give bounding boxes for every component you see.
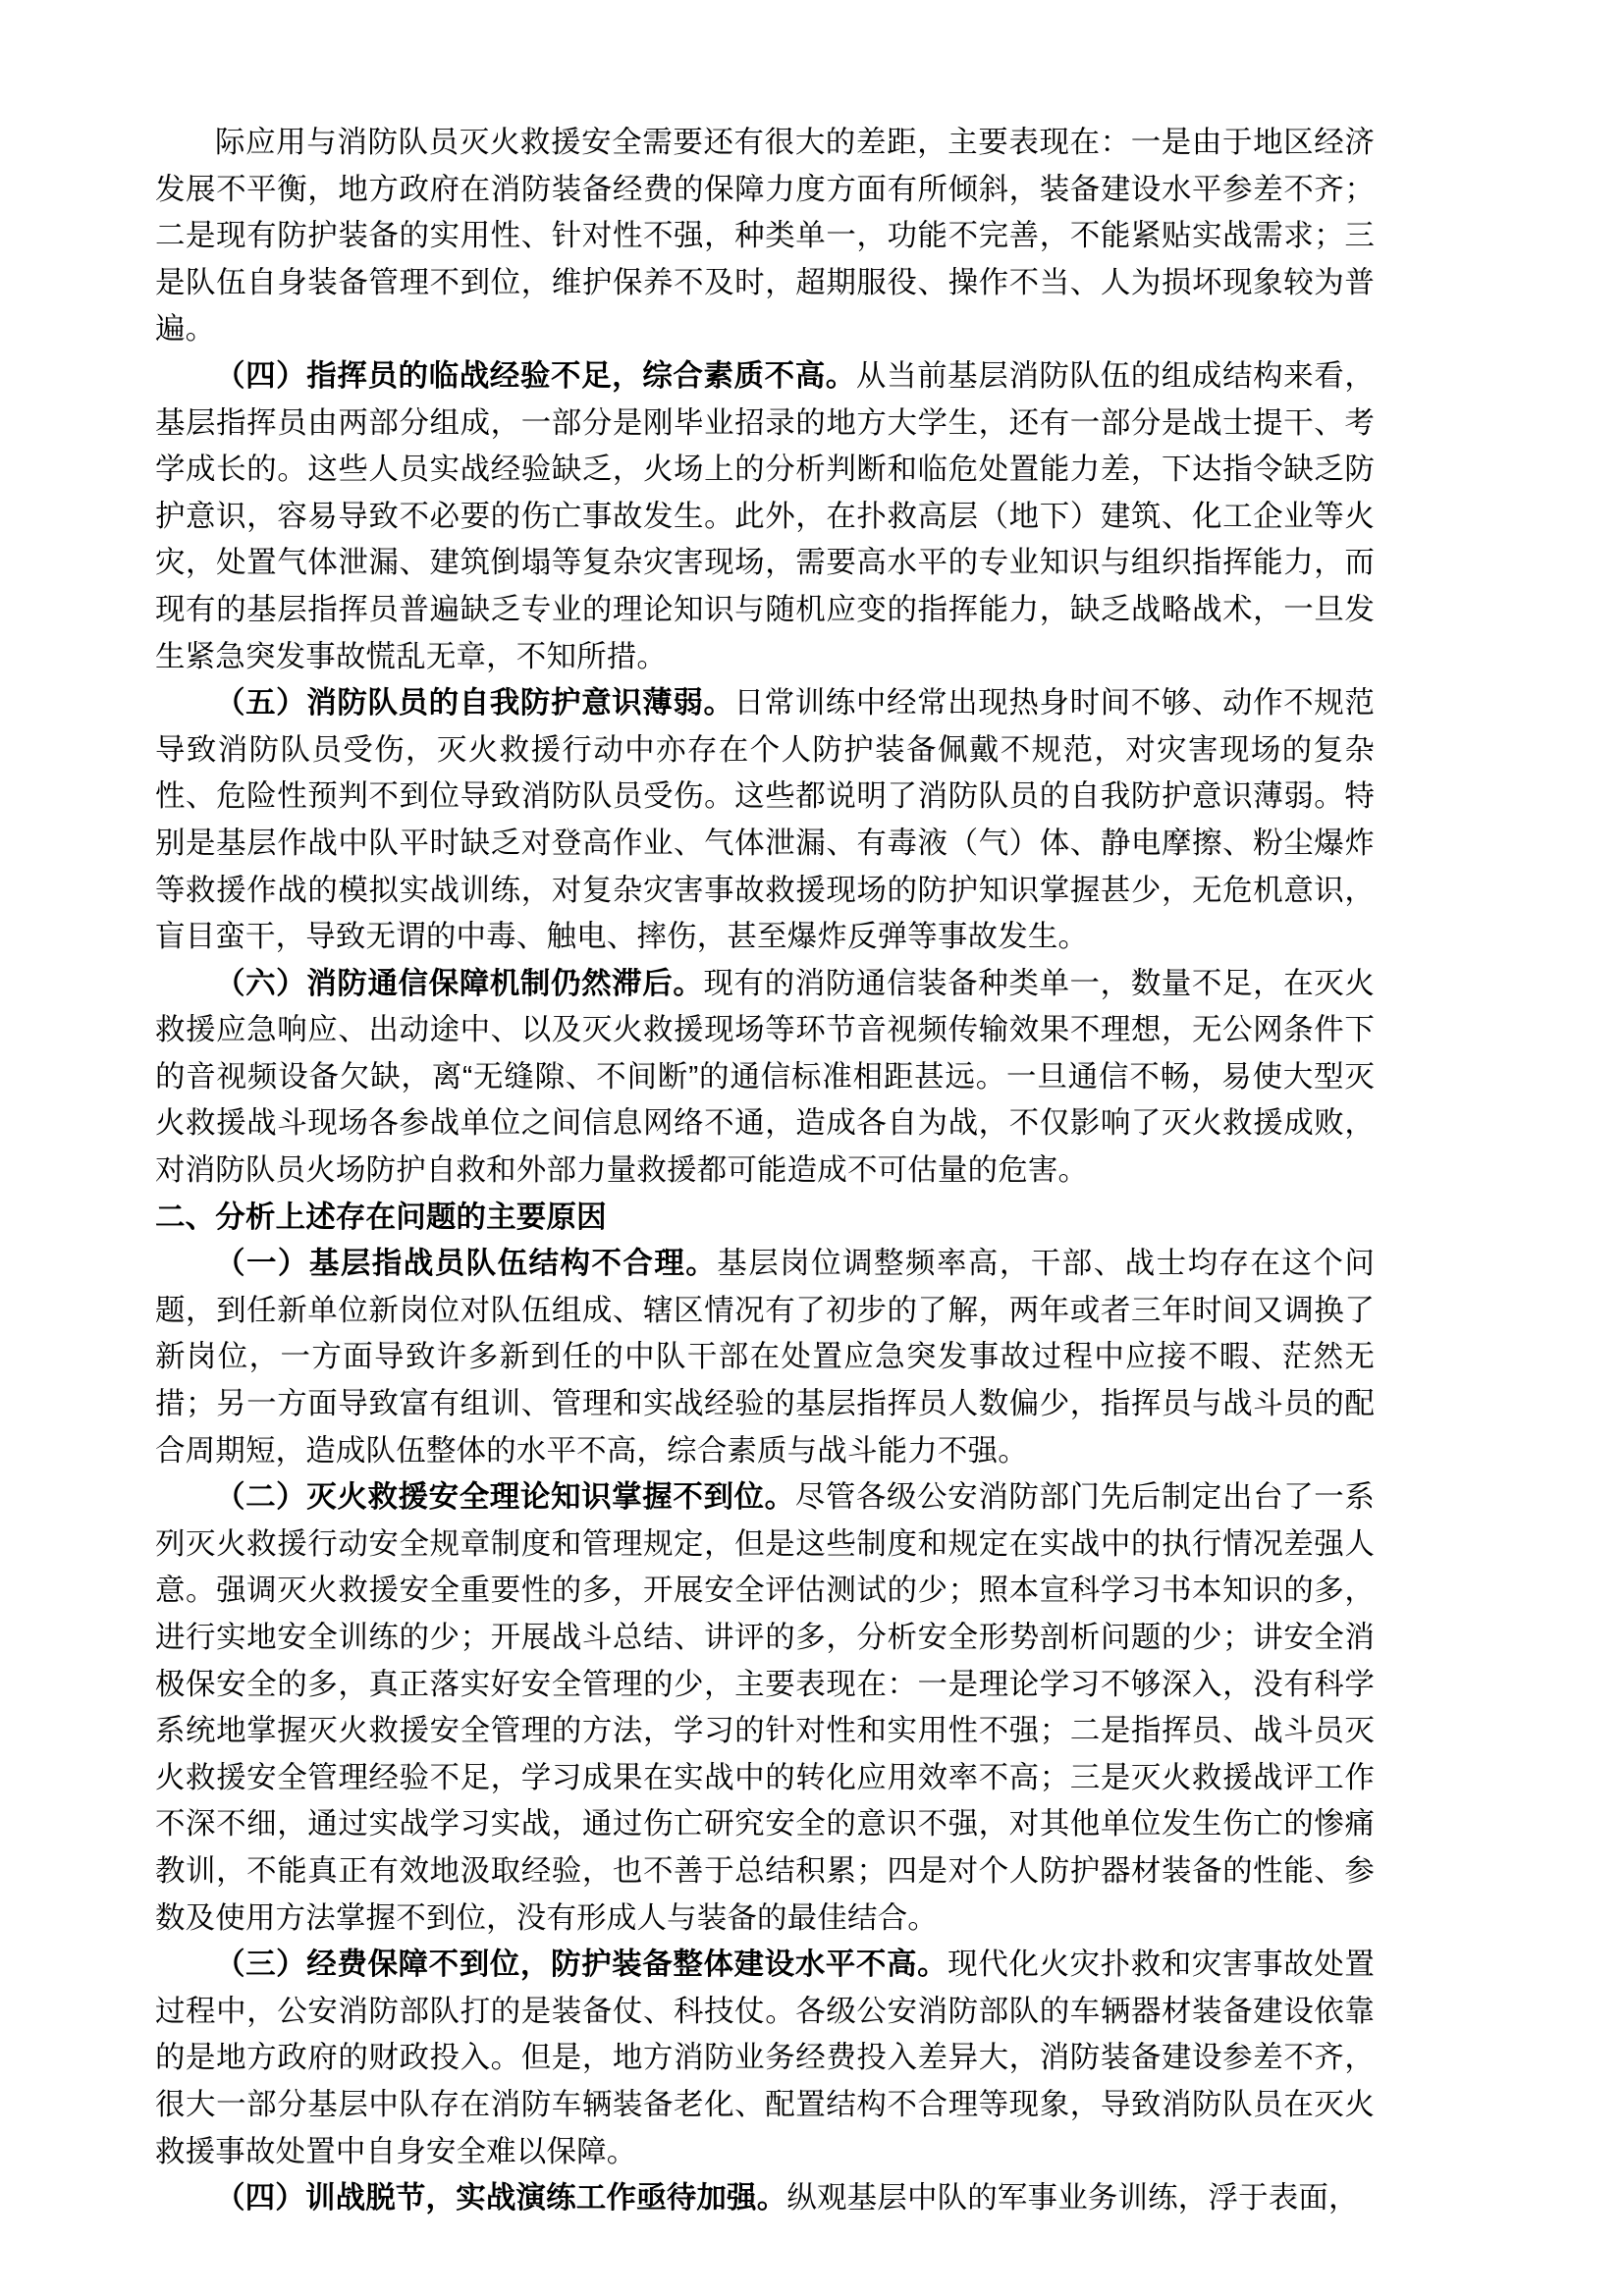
- paragraph-text: 纵观基层中队的军事业务训练，浮于表面，: [786, 2181, 1359, 2216]
- paragraph-cause-1-structure: [155, 1241, 1375, 1474]
- paragraph-item-4-commander: [155, 353, 1375, 680]
- run-in-heading: （四）指挥员的临战经验不足，综合素质不高。: [215, 358, 856, 393]
- paragraph-item-6-communication: [155, 961, 1375, 1195]
- paragraph-text: 基层岗位调整频率高，干部、战士均存在这个问题，到任新单位新岗位对队伍组成、辖区情况有了初步的了解，两年或者三年时间又调换了新岗位，一方面导致许多新到任的中队干部在处置应急突发事故过程中应接不暇、茫然无措；另一方面导致富有组训、管理和实战经验的基层指挥员人数偏少，指挥员与战斗员的配合周期短，造成队伍整体的水平不高，综合素质与战斗能力不强。: [155, 1247, 1375, 1468]
- section-heading-text: 二、分析上述存在问题的主要原因: [155, 1200, 607, 1234]
- run-in-heading: （一）基层指战员队伍结构不合理。: [215, 1247, 718, 1281]
- run-in-heading: （五）消防队员的自我防护意识薄弱。: [215, 686, 734, 721]
- document-body: [155, 120, 1375, 2222]
- run-in-heading: （三）经费保障不到位，防护装备整体建设水平不高。: [215, 1948, 948, 1982]
- run-in-heading: （六）消防通信保障机制仍然滞后。: [215, 966, 704, 1000]
- paragraph-text: 现代化火灾扑救和灾害事故处置过程中，公安消防部队打的是装备仗、科技仗。各级公安消防部队的车辆器材装备建设依靠的是地方政府的财政投入。但是，地方消防业务经费投入差异大，消防装备建设参差不齐，很大一部分基层中队存在消防车辆装备老化、配置结构不合理等现象，导致消防队员在灭火救援事故处置中自身安全难以保障。: [155, 1948, 1375, 2168]
- paragraph-cause-4-training: [155, 2175, 1375, 2222]
- paragraph-text: 现有的消防通信装备种类单一，数量不足，在灭火救援应急响应、出动途中、以及灭火救援现场等环节音视频传输效果不理想，无公网条件下的音视频设备欠缺，离“无缝隙、不间断”的通信标准相距甚远。一旦通信不畅，易使大型灭火救援战斗现场各参战单位之间信息网络不通，造成各自为战，不仅影响了灭火救援成败，对消防队员火场防护自救和外部力量救援都可能造成不可估量的危害。: [155, 966, 1375, 1188]
- run-in-heading: （二）灭火救援安全理论知识掌握不到位。: [215, 1480, 795, 1515]
- paragraph-item-5-self-protection: [155, 680, 1375, 961]
- paragraph-text: 日常训练中经常出现热身时间不够、动作不规范导致消防队员受伤，灭火救援行动中亦存在个人防护装备佩戴不规范，对灾害现场的复杂性、危险性预判不到位导致消防队员受伤。这些都说明了消防队员的自我防护意识薄弱。特别是基层作战中队平时缺乏对登高作业、气体泄漏、有毒液（气）体、静电摩擦、粉尘爆炸等救援作战的模拟实战训练，对复杂灾害事故救援现场的防护知识掌握甚少，无危机意识，盲目蛮干，导致无谓的中毒、触电、摔伤，甚至爆炸反弹等事故发生。: [155, 686, 1375, 954]
- paragraph-text: 际应用与消防队员灭火救援安全需要还有很大的差距，主要表现在：一是由于地区经济发展不平衡，地方政府在消防装备经费的保障力度方面有所倾斜，装备建设水平参差不齐；二是现有防护装备的实用性、针对性不强，种类单一，功能不完善，不能紧贴实战需求；三是队伍自身装备管理不到位，维护保养不及时，超期服役、操作不当、人为损坏现象较为普遍。: [155, 126, 1375, 347]
- paragraph-cause-2-theory: [155, 1474, 1375, 1942]
- paragraph-continuation-equipment: [155, 120, 1375, 353]
- run-in-heading: （四）训战脱节，实战演练工作亟待加强。: [215, 2181, 787, 2216]
- section-heading-causes: [155, 1195, 1375, 1242]
- paragraph-text: 从当前基层消防队伍的组成结构来看，基层指挥员由两部分组成，一部分是刚毕业招录的地方大学生，还有一部分是战士提干、考学成长的。这些人员实战经验缺乏，火场上的分析判断和临危处置能力差，下达指令缺乏防护意识，容易导致不必要的伤亡事故发生。此外，在扑救高层（地下）建筑、化工企业等火灾，处置气体泄漏、建筑倒塌等复杂灾害现场，需要高水平的专业知识与组织指挥能力，而现有的基层指挥员普遍缺乏专业的理论知识与随机应变的指挥能力，缺乏战略战术，一旦发生紧急突发事故慌乱无章，不知所措。: [155, 358, 1375, 673]
- paragraph-text: 尽管各级公安消防部门先后制定出台了一系列灭火救援行动安全规章制度和管理规定，但是这些制度和规定在实战中的执行情况差强人意。强调灭火救援安全重要性的多，开展安全评估测试的少；照本宣科学习书本知识的多，进行实地安全训练的少；开展战斗总结、讲评的多，分析安全形势剖析问题的少；讲安全消极保安全的多，真正落实好安全管理的少，主要表现在：一是理论学习不够深入，没有科学系统地掌握灭火救援安全管理的方法，学习的针对性和实用性不强；二是指挥员、战斗员灭火救援安全管理经验不足，学习成果在实战中的转化应用效率不高；三是灭火救援战评工作不深不细，通过实战学习实战，通过伤亡研究安全的意识不强，对其他单位发生伤亡的惨痛教训，不能真正有效地汲取经验，也不善于总结积累；四是对个人防护器材装备的性能、参数及使用方法掌握不到位，没有形成人与装备的最佳结合。: [155, 1480, 1375, 1935]
- paragraph-cause-3-funding: [155, 1942, 1375, 2175]
